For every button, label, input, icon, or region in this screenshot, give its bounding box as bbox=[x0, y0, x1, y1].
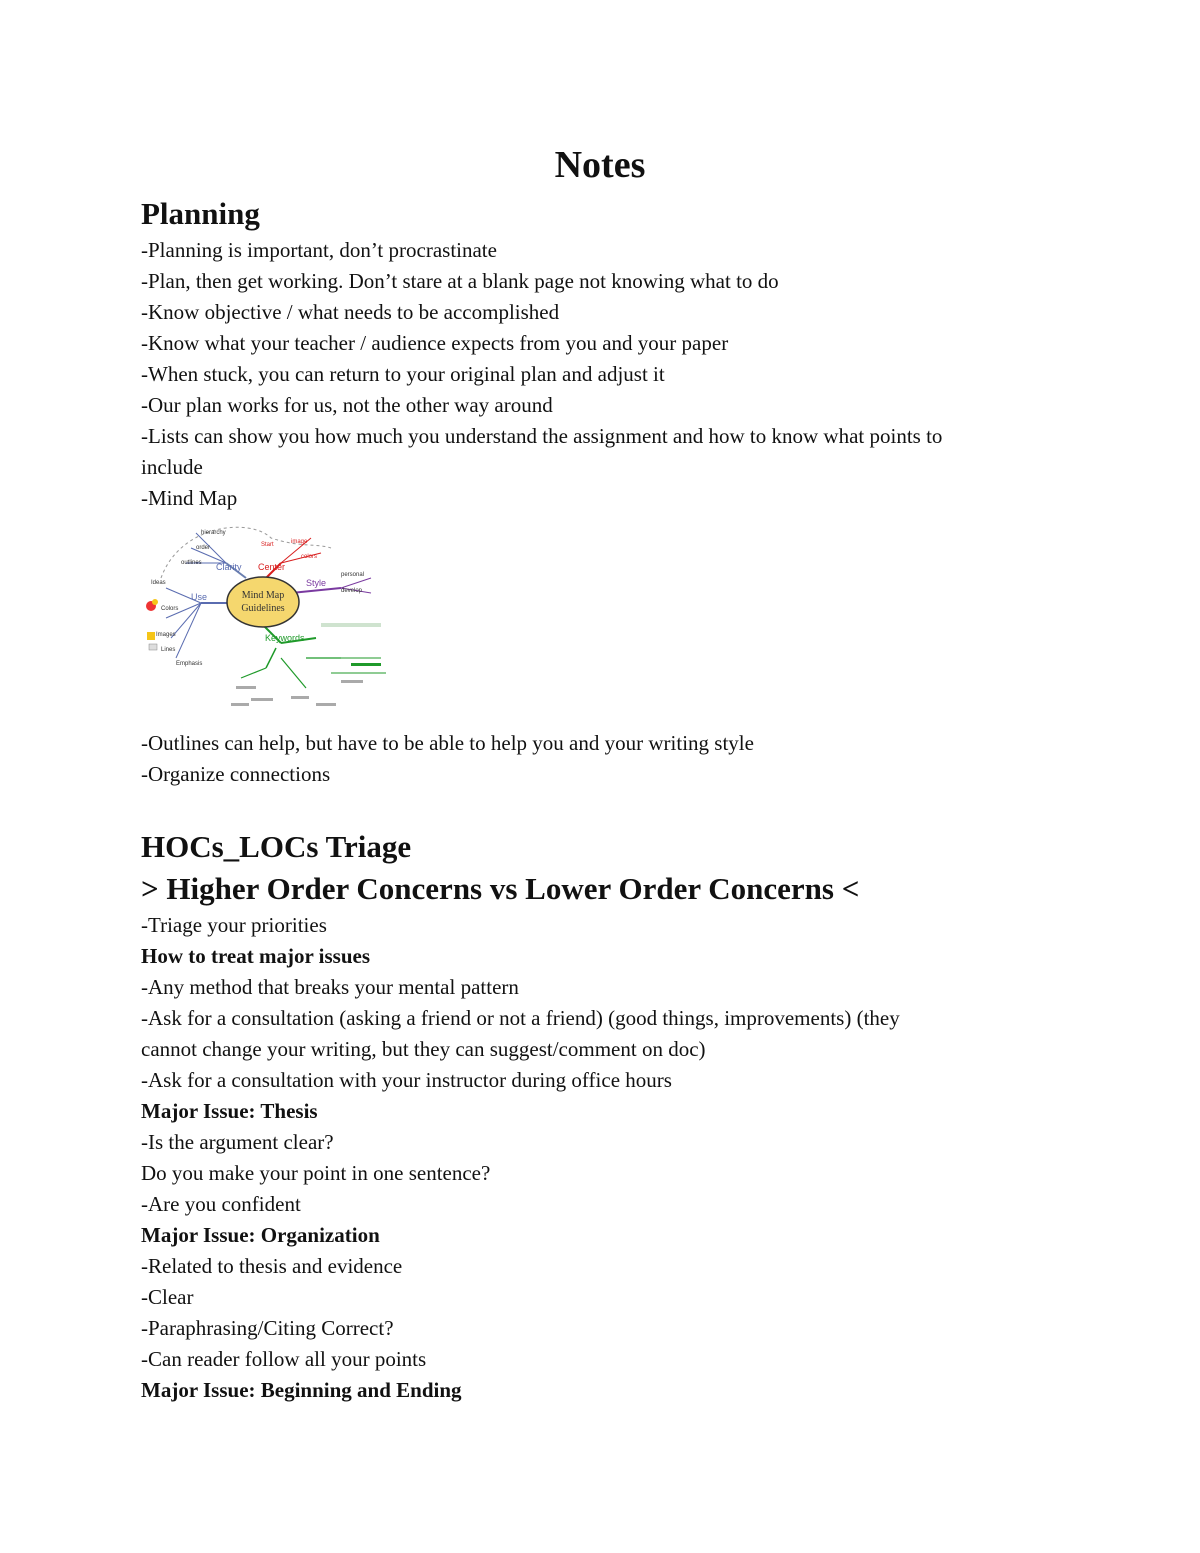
section-line: -Ask for a consultation (asking a friend or not a friend) (good things, improvements) (they bbox=[141, 1006, 900, 1030]
mind-map-leaf: colors bbox=[301, 554, 318, 560]
section-line: Do you make your point in one sentence? bbox=[141, 1161, 491, 1185]
mind-map-branch: Center bbox=[258, 562, 286, 572]
mind-map-leaf: Images bbox=[156, 632, 176, 638]
section-line: -Are you confident bbox=[141, 1192, 301, 1216]
section-title: Major Issue: Beginning and Ending bbox=[141, 1378, 462, 1402]
page-title: Notes bbox=[554, 144, 646, 186]
mind-map-branch: Use bbox=[191, 592, 208, 602]
section-line: cannot change your writing, but they can suggest/comment on doc) bbox=[141, 1037, 706, 1061]
planning-line: -Know objective / what needs to be accomplished bbox=[141, 300, 560, 324]
section-title: Major Issue: Thesis bbox=[141, 1099, 318, 1123]
planning-line: -Lists can show you how much you understand the assignment and how to know what points to bbox=[141, 424, 943, 448]
planning-line: -When stuck, you can return to your original plan and adjust it bbox=[141, 362, 665, 386]
mind-map-leaf: hierarchy bbox=[201, 530, 226, 536]
mind-map-image bbox=[141, 518, 401, 724]
section-title: Major Issue: Organization bbox=[141, 1223, 380, 1247]
planning-line: -Outlines can help, but have to be able to help you and your writing style bbox=[141, 731, 754, 755]
planning-line: include bbox=[141, 455, 203, 479]
hocs-subheading: > Higher Order Concerns vs Lower Order Concerns < bbox=[141, 871, 860, 906]
section-line: -Is the argument clear? bbox=[141, 1130, 334, 1154]
section-title: How to treat major issues bbox=[141, 944, 371, 968]
document-body bbox=[141, 193, 1061, 1406]
planning-line: -Plan, then get working. Don’t stare at a blank page not knowing what to do bbox=[141, 269, 779, 293]
section-line: -Related to thesis and evidence bbox=[141, 1254, 403, 1278]
mind-map-leaf: personal bbox=[341, 572, 365, 578]
planning-line: -Organize connections bbox=[141, 762, 331, 786]
mind-map-leaf: image bbox=[291, 539, 308, 545]
section-line: -Paraphrasing/Citing Correct? bbox=[141, 1316, 394, 1340]
mind-map-leaf: Lines bbox=[161, 647, 176, 653]
section-line: -Clear bbox=[141, 1285, 194, 1309]
planning-line: -Know what your teacher / audience expects from you and your paper bbox=[141, 331, 729, 355]
mind-map-leaf: Emphasis bbox=[176, 661, 203, 667]
hocs-intro: -Triage your priorities bbox=[141, 913, 327, 937]
hocs-heading: HOCs_LOCs Triage bbox=[141, 829, 412, 864]
mind-map-center-label: Guidelines bbox=[241, 603, 285, 614]
mind-map-leaf: order bbox=[196, 545, 211, 551]
planning-line: -Our plan works for us, not the other way around bbox=[141, 393, 553, 417]
mind-map-branch: Keywords bbox=[265, 633, 305, 643]
section-line: -Can reader follow all your points bbox=[141, 1347, 427, 1371]
section-line: -Ask for a consultation with your instructor during office hours bbox=[141, 1068, 672, 1092]
mind-map-leaf: Ideas bbox=[151, 580, 166, 586]
mind-map-center-label: Mind Map bbox=[241, 590, 285, 601]
planning-line: -Mind Map bbox=[141, 486, 238, 510]
smiley-icon bbox=[147, 632, 155, 640]
planning-line: -Planning is important, don’t procrastinate bbox=[141, 238, 497, 262]
mind-map-leaf: outlines bbox=[181, 560, 202, 566]
mind-map-branch: Style bbox=[306, 578, 327, 588]
mind-map-branch: Clarity bbox=[216, 562, 242, 572]
planning-heading: Planning bbox=[141, 196, 260, 231]
mind-map-leaf: develop bbox=[341, 588, 363, 594]
section-line: -Any method that breaks your mental pattern bbox=[141, 975, 519, 999]
mind-map-leaf: Start bbox=[261, 542, 274, 548]
mind-map-leaf: Colors bbox=[161, 606, 179, 612]
